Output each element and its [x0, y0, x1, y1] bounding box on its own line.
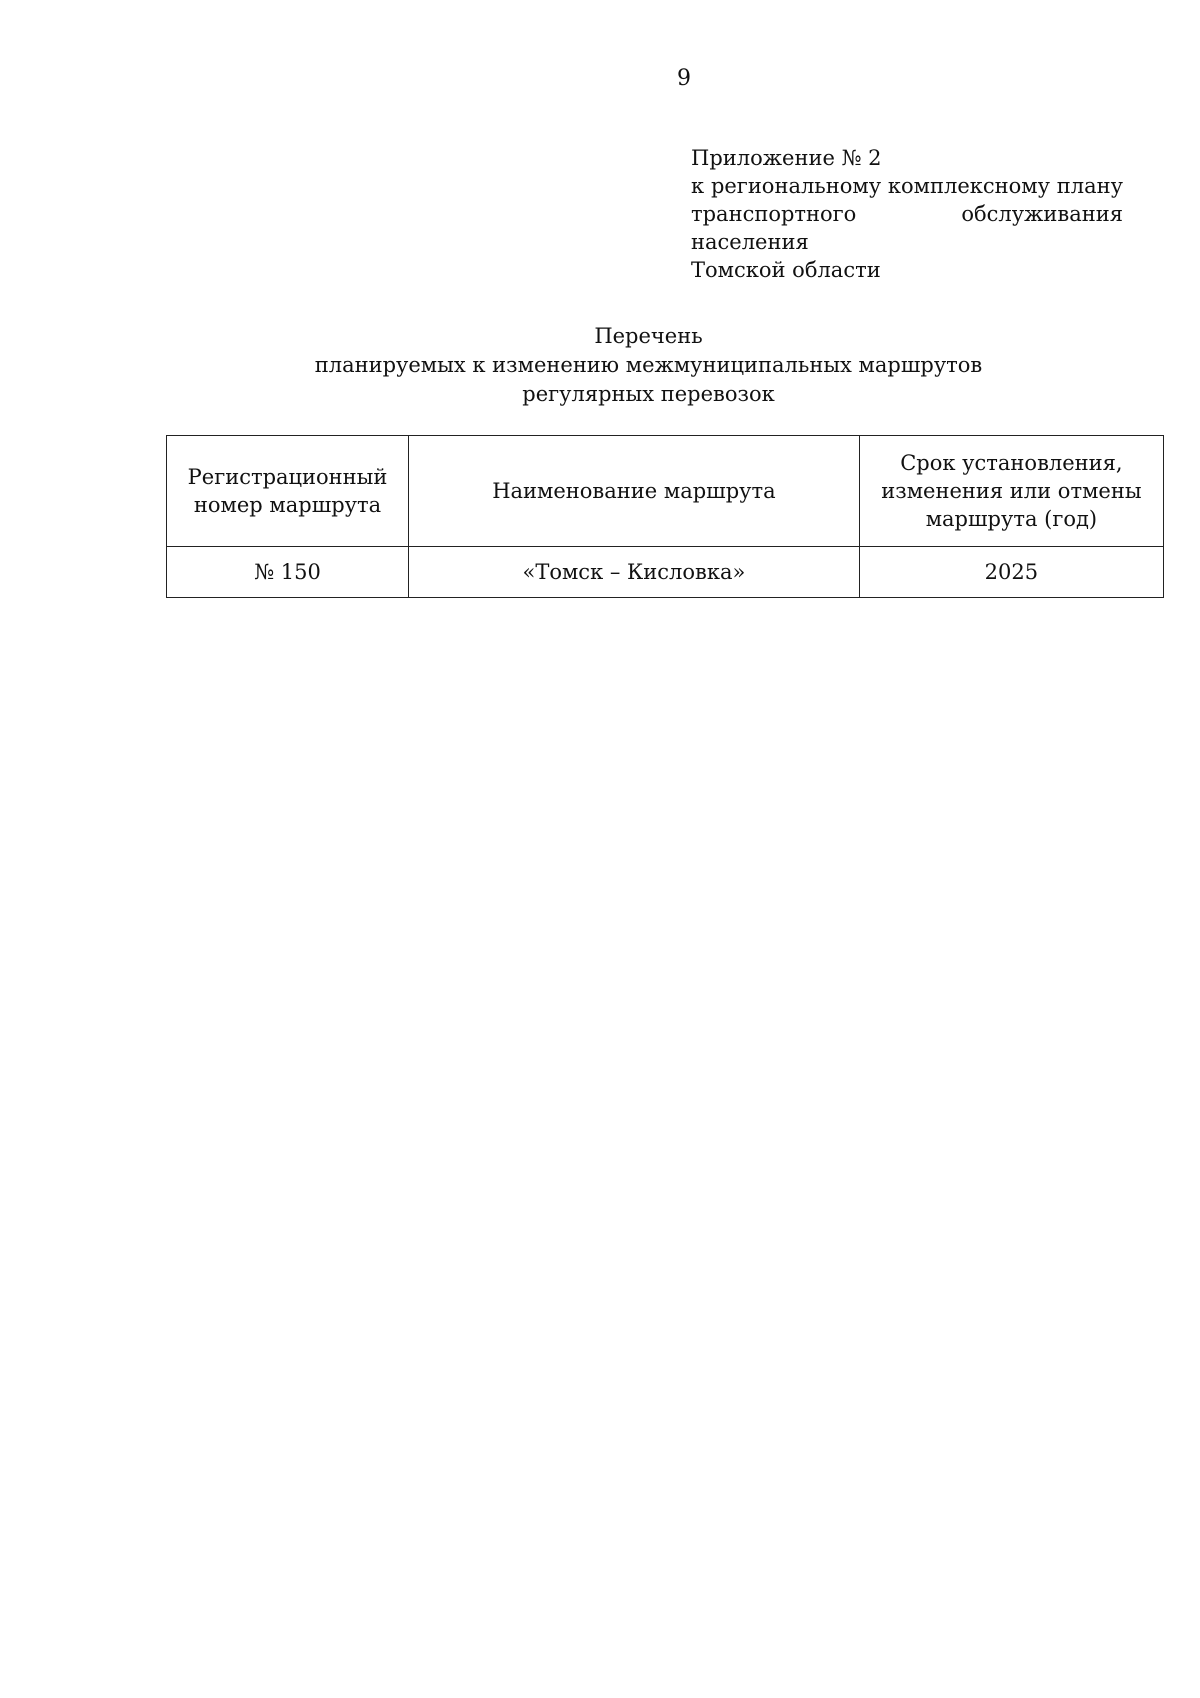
- cell-term: 2025: [859, 547, 1163, 598]
- header-term: Срок установления, изменения или отмены маршрута (год): [859, 436, 1163, 547]
- routes-table: [166, 435, 1164, 598]
- page-number: 9: [677, 66, 691, 91]
- table-header-row: [167, 436, 1164, 547]
- title-heading: Перечень: [594, 324, 703, 348]
- appendix-line: Томской области: [691, 258, 881, 282]
- appendix-line: к региональному комплексному плану: [691, 174, 1123, 198]
- document-title: [166, 322, 1131, 409]
- header-route-name: Наименование маршрута: [409, 436, 860, 547]
- header-reg-number: Регистрационный номер маршрута: [167, 436, 409, 547]
- appendix-line: транспортного обслуживания населения: [691, 202, 1123, 254]
- cell-reg-number: № 150: [167, 547, 409, 598]
- table-row: [167, 547, 1164, 598]
- title-subheading: регулярных перевозок: [522, 382, 775, 406]
- cell-route-name: «Томск – Кисловка»: [409, 547, 860, 598]
- appendix-block: [691, 144, 1123, 284]
- appendix-title: Приложение № 2: [691, 146, 882, 170]
- title-subheading: планируемых к изменению межмуниципальных маршрутов: [314, 353, 983, 377]
